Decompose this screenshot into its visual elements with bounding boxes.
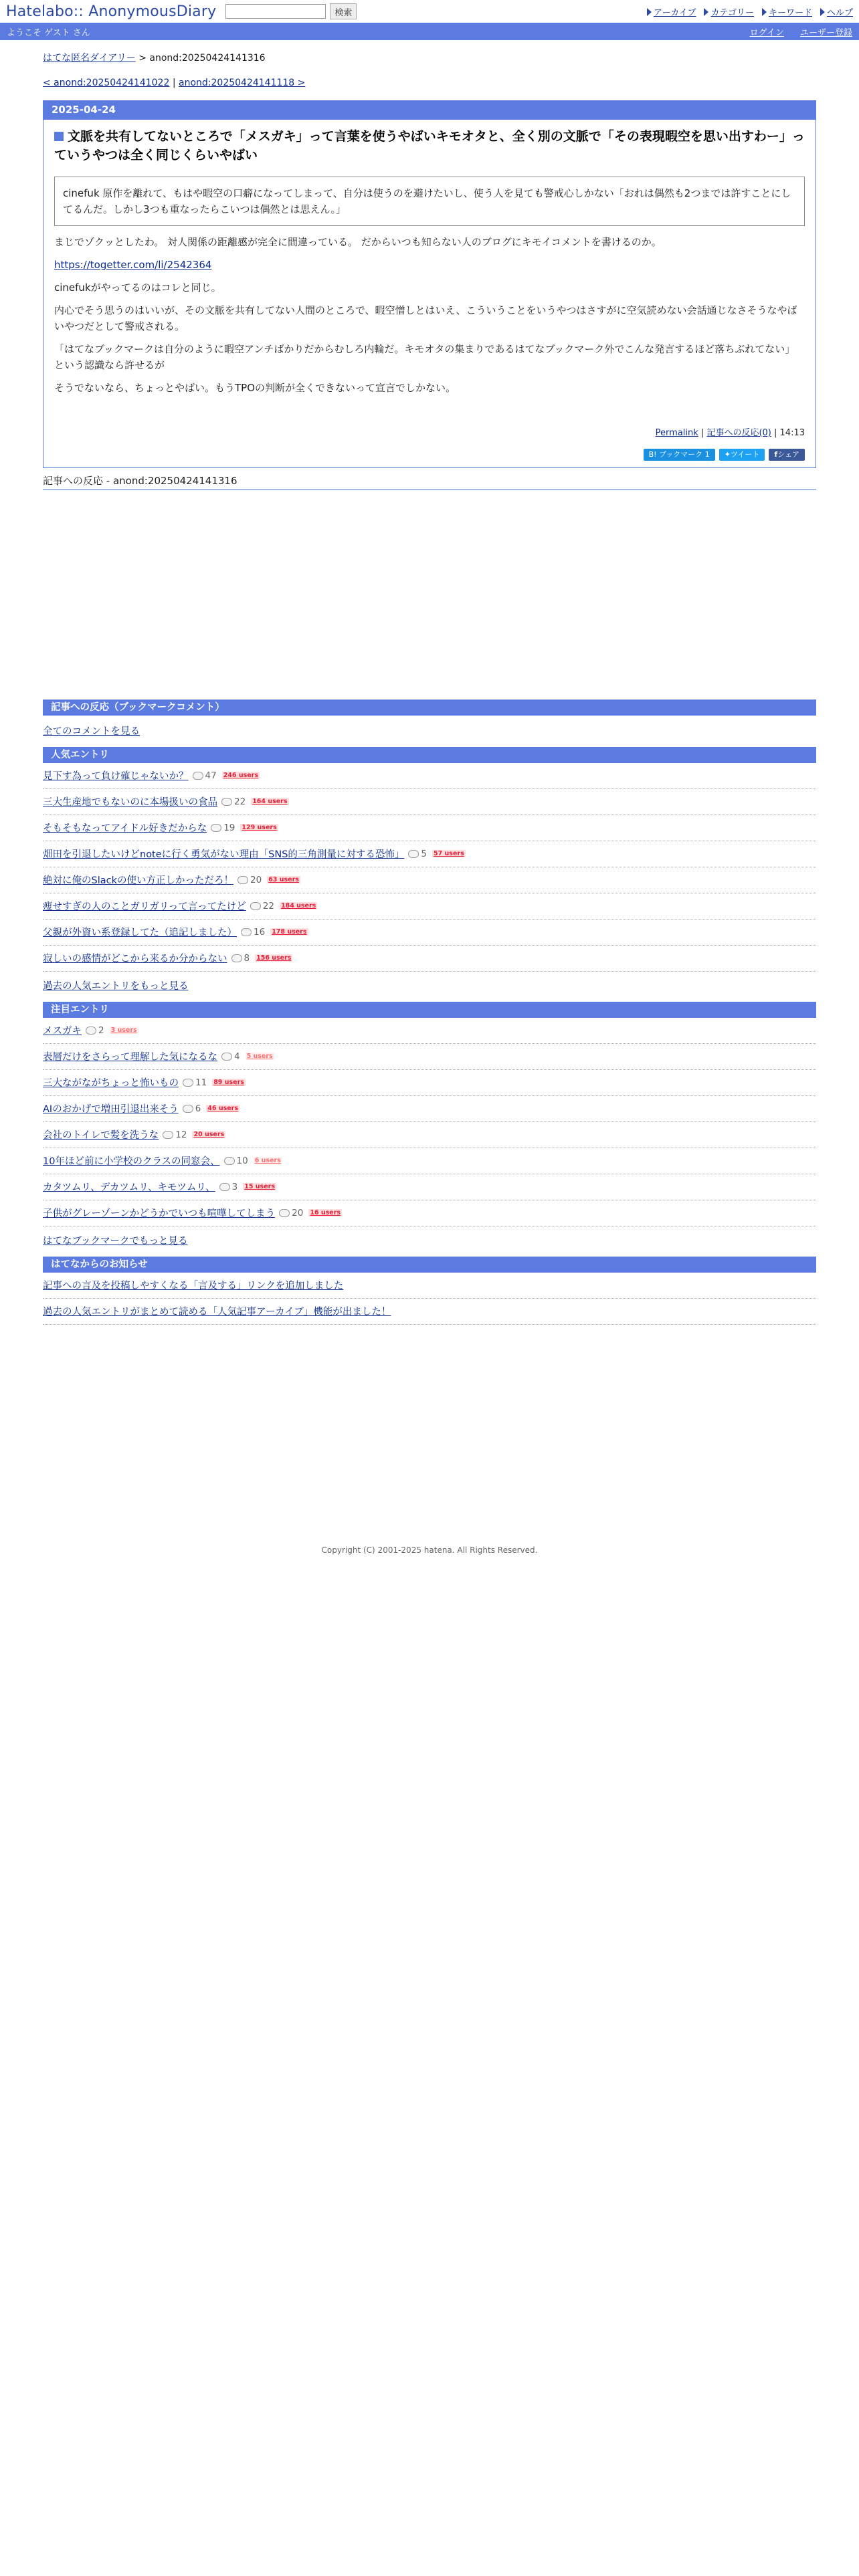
entry-link[interactable]: 会社のトイレで髪を洗うな — [43, 1130, 159, 1142]
pager-sep: | — [172, 78, 176, 88]
entry-link[interactable]: カタツムリ、デカツムリ、キモツムリ、 — [43, 1182, 215, 1194]
ad-space — [43, 490, 816, 695]
comment-count[interactable] — [279, 1208, 303, 1218]
bookmark-button[interactable]: B! ブックマーク 1 — [644, 449, 715, 461]
breadcrumb-home[interactable]: はてな匿名ダイアリー — [43, 53, 136, 64]
comment-count[interactable] — [250, 901, 274, 911]
list-item — [43, 763, 816, 789]
facebook-icon: f — [774, 450, 778, 459]
comment-count-value: 11 — [195, 1077, 207, 1088]
bookmark-users-badge[interactable]: 178 users — [272, 928, 307, 936]
bookmark-users-badge[interactable]: 164 users — [252, 798, 288, 806]
fb-label: シェア — [777, 450, 799, 459]
facebook-share-button[interactable] — [769, 449, 805, 461]
search-button[interactable]: 検索 — [330, 3, 357, 19]
welcome-bar — [0, 23, 859, 40]
list-item — [43, 893, 816, 920]
bookmark-comments-heading: 記事への反応（ブックマークコメント） — [43, 700, 816, 716]
entry-link[interactable]: 子供がグレーゾーンかどうかでいつも喧嘩してしまう — [43, 1208, 276, 1220]
comment-bubble-icon — [221, 1053, 232, 1061]
main-content — [43, 40, 816, 1555]
comment-count[interactable] — [193, 770, 217, 781]
diary-entry — [43, 100, 816, 468]
entry-link[interactable]: メスガキ — [43, 1026, 82, 1037]
share-buttons — [54, 449, 805, 461]
list-item — [43, 1070, 816, 1096]
tweet-label: ツイート — [730, 450, 760, 459]
breadcrumb — [43, 51, 816, 64]
comment-bubble-icon — [237, 876, 248, 884]
comment-count-value: 22 — [234, 796, 246, 807]
comment-bubble-icon — [193, 772, 203, 780]
entry-title-wrap — [54, 128, 805, 165]
nav-help[interactable]: ヘルプ — [826, 7, 853, 18]
entry-link[interactable]: 見下す為って負け確じゃないか？ — [43, 771, 189, 782]
comment-bubble-icon — [279, 1209, 290, 1217]
entry-date: 2025-04-24 — [43, 101, 816, 120]
next-entry-link[interactable]: anond:20250424141118 > — [179, 78, 306, 88]
breadcrumb-current: anond:20250424141316 — [149, 53, 266, 64]
references-heading: 記事への反応 - anond:20250424141316 — [43, 473, 816, 490]
comment-count-value: 12 — [175, 1129, 187, 1140]
nav-category[interactable]: カテゴリー — [710, 7, 754, 18]
tweet-button[interactable] — [719, 449, 765, 461]
bookmark-users-badge[interactable]: 15 users — [244, 1183, 275, 1191]
comment-count[interactable] — [231, 953, 250, 964]
comment-count[interactable] — [211, 823, 235, 833]
comment-count-value: 20 — [292, 1207, 304, 1218]
comment-count-value: 5 — [421, 848, 427, 859]
list-item — [43, 867, 816, 893]
bookmark-users-badge[interactable]: 89 users — [213, 1079, 244, 1087]
search-input[interactable] — [225, 4, 326, 19]
copyright: Copyright (C) 2001-2025 hatena. All Rights Reserved. — [321, 1545, 538, 1555]
entry-link[interactable]: 三大生産地でもないのに本場扱いの食品 — [43, 797, 217, 809]
notice-link[interactable]: 過去の人気エントリがまとめて読める「人気記事アーカイブ」機能が出ました！ — [43, 1307, 391, 1318]
nav-archive[interactable]: アーカイブ — [653, 7, 696, 18]
comment-count-value: 20 — [250, 874, 262, 885]
entry-link[interactable]: 絶対に俺のSlackの使い方正しかっただろ！ — [43, 875, 233, 887]
popular-heading: 人気エントリ — [43, 747, 816, 763]
comment-bubble-icon — [183, 1079, 193, 1087]
entry-link[interactable]: 寂しいの感情がどこから来るか分からない — [43, 954, 227, 965]
body-paragraph: 「はてなブックマークは自分のように暇空アンチばかりだからむしろ内輪だ。キモオタの集まりであるはてなブックマーク外でこんな発言するほど落ちぶれてない」という認識なら許せるが — [54, 343, 795, 372]
entry-link[interactable]: 10年ほど前に小学校のクラスの同窓会、 — [43, 1156, 220, 1168]
comment-bubble-icon — [241, 928, 252, 936]
body-paragraph: そうでないなら、ちょっとやばい。もうTPOの判断が全くできないって宣言でしかない。 — [54, 382, 456, 395]
notices-heading: はてなからのお知らせ — [43, 1257, 816, 1273]
notable-more-link[interactable]: はてなブックマークでもっと見る — [43, 1236, 188, 1247]
bookmark-users-badge[interactable]: 129 users — [242, 824, 277, 832]
list-item — [43, 841, 816, 867]
entry-link[interactable]: 表層だけをさらって理解した気になるな — [43, 1052, 217, 1063]
top-bar — [0, 0, 859, 23]
bookmark-users-badge[interactable]: 63 users — [268, 876, 299, 884]
comment-count[interactable] — [86, 1025, 104, 1036]
comment-count-value: 19 — [223, 822, 235, 833]
entry-time: 14:13 — [779, 428, 805, 439]
list-item — [43, 1044, 816, 1070]
arrow-icon — [704, 8, 708, 16]
prev-entry-link[interactable]: < anond:20250424141022 — [43, 78, 170, 88]
entry-link[interactable]: 痩せすぎの人のことガリガリって言ってたけど — [43, 901, 246, 913]
bookmark-users-badge[interactable]: 57 users — [434, 850, 464, 858]
nav-keyword[interactable]: キーワード — [768, 7, 812, 18]
list-item — [43, 1018, 816, 1044]
body-paragraph: cinefukがやってるのはコレと同じ。 — [54, 282, 221, 294]
entry-link[interactable]: 畑田を引退したいけどnoteに行く勇気がない理由「SNS的三角測量に対する恐怖」 — [43, 849, 405, 861]
comment-bubble-icon — [211, 824, 221, 832]
comment-count-value: 16 — [254, 926, 266, 938]
comment-bubble-icon — [231, 954, 242, 962]
list-item — [43, 1200, 816, 1226]
arrow-icon — [820, 8, 825, 16]
comment-count-value: 22 — [262, 900, 274, 911]
notable-heading: 注目エントリ — [43, 1002, 816, 1018]
list-item — [43, 815, 816, 841]
comment-count-value: 47 — [205, 770, 217, 781]
bookmark-users-badge[interactable]: 20 users — [193, 1131, 225, 1139]
comment-count[interactable] — [219, 1182, 238, 1192]
breadcrumb-sep: > — [138, 53, 147, 64]
entry-link[interactable]: AIのおかげで増田引退出来そう — [43, 1104, 179, 1115]
comment-count-value: 6 — [195, 1103, 201, 1114]
comment-count[interactable] — [221, 1051, 240, 1062]
list-item — [43, 946, 816, 972]
body-paragraph: まじでゾクッとしたわ。 対人関係の距離感が完全に間違っている。 だからいつも知らない人のブログにキモイコメントを書けるのか。 — [54, 236, 662, 249]
comment-bubble-icon — [224, 1157, 235, 1165]
comment-count-value: 8 — [244, 952, 250, 964]
comment-count-value: 10 — [236, 1155, 248, 1166]
list-item — [43, 1148, 816, 1174]
square-icon — [54, 132, 64, 141]
bird-icon: ✦ — [724, 450, 731, 459]
list-item — [43, 920, 816, 946]
all-comments-link[interactable]: 全てのコメントを見る — [43, 726, 140, 738]
entry-footer: Permalink | 記事への反応(0) | 14:13 — [655, 428, 805, 439]
comment-count-value: 2 — [98, 1025, 104, 1036]
notable-list — [43, 1018, 816, 1226]
list-item — [43, 1096, 816, 1122]
popular-list — [43, 763, 816, 972]
comment-bubble-icon — [86, 1027, 96, 1035]
bookmark-users-badge[interactable]: 46 users — [207, 1105, 239, 1113]
bookmark-users-badge[interactable]: 3 users — [110, 1027, 137, 1035]
body-link[interactable]: https://togetter.com/li/2542364 — [54, 259, 212, 272]
comment-bubble-icon — [219, 1183, 230, 1191]
blockquote: cinefuk 原作を離れて、もはや暇空の口癖になってしまって、自分は使うのを避けたいし、使う人を見ても警戒心しかない「おれは偶然も2つまでは許すことにしてるんだ。しかし3つも重なったらこいつは偶然とは思えん。」 — [54, 177, 805, 226]
list-item — [43, 789, 816, 815]
comment-count[interactable] — [224, 1156, 248, 1166]
entry-link[interactable]: 三大ながながちょっと怖いもの — [43, 1078, 179, 1089]
permalink[interactable]: Permalink — [655, 428, 698, 439]
reactions-link[interactable]: 記事への反応(0) — [706, 428, 771, 439]
entry-pager — [43, 78, 816, 88]
arrow-icon — [762, 8, 767, 16]
arrow-icon — [647, 8, 652, 16]
comment-bubble-icon — [183, 1105, 193, 1113]
comment-count[interactable] — [183, 1103, 201, 1114]
list-item — [43, 1174, 816, 1200]
list-item — [43, 1299, 816, 1325]
bookmark-users-badge[interactable]: 246 users — [223, 772, 259, 780]
list-item — [43, 1273, 816, 1299]
entry-title: 文脈を共有してないところで「メスガキ」って言葉を使うやばいキモオタと、全く別の文脈で「その表現暇空を思い出すわー」っていうやつは全く同じくらいやばい — [54, 129, 805, 163]
notices-list — [43, 1273, 816, 1325]
comment-count[interactable] — [237, 875, 262, 885]
site-logo[interactable]: Hatelabo:: AnonymousDiary — [6, 3, 217, 20]
list-item — [43, 1122, 816, 1148]
top-nav — [647, 5, 853, 18]
entry-link[interactable]: そもそもなってアイドル好きだからな — [43, 823, 207, 835]
search-form — [225, 3, 357, 19]
bookmark-users-badge[interactable]: 5 users — [246, 1053, 273, 1061]
bookmark-users-badge[interactable]: 16 users — [310, 1209, 341, 1217]
bookmark-users-badge[interactable]: 6 users — [254, 1157, 281, 1165]
notice-link[interactable]: 記事への言及を投稿しやすくなる「言及する」リンクを追加しました — [43, 1281, 344, 1292]
login-link[interactable]: ログイン — [749, 27, 784, 38]
entry-link[interactable]: 父親が外資い系登録してた（追記しました） — [43, 928, 237, 939]
bookmark-users-badge[interactable]: 184 users — [280, 902, 316, 910]
comment-count-value: 3 — [231, 1181, 238, 1192]
comment-bubble-icon — [163, 1131, 173, 1139]
comment-bubble-icon — [221, 798, 232, 806]
comment-count[interactable] — [183, 1077, 207, 1088]
comment-count-value: 4 — [234, 1051, 240, 1062]
comment-bubble-icon — [250, 902, 261, 910]
comment-count[interactable] — [408, 849, 427, 859]
welcome-text: ようこそ ゲスト さん — [7, 27, 90, 38]
comment-count[interactable] — [221, 796, 246, 807]
comment-count[interactable] — [241, 927, 265, 938]
register-link[interactable]: ユーザー登録 — [799, 27, 852, 38]
bookmark-users-badge[interactable]: 156 users — [256, 954, 292, 962]
popular-more-link[interactable]: 過去の人気エントリをもっと見る — [43, 981, 189, 992]
comment-count[interactable] — [163, 1130, 187, 1140]
comment-bubble-icon — [408, 850, 419, 858]
body-paragraph: 内心でそう思うのはいいが、その文脈を共有してない人間のところで、暇空憎しとはいえ、こういうことをいうやつはさすがに空気読めない会話通じなさそうなやばいやつだとして警戒される。 — [54, 304, 797, 333]
